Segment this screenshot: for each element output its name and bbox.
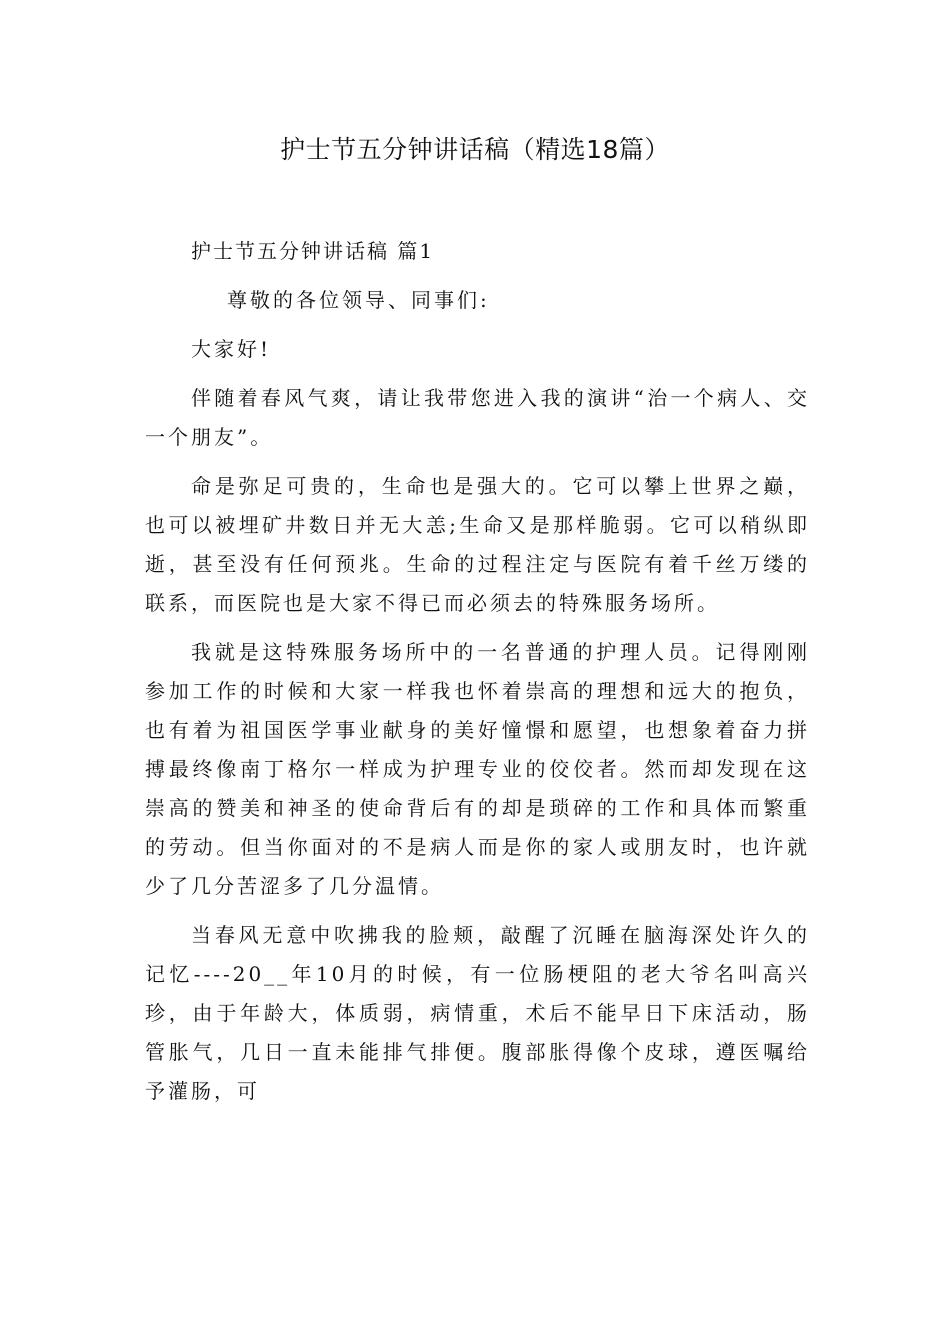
paragraph: 我就是这特殊服务场所中的一名普通的护理人员。记得刚刚参加工作的时候和大家一样我也怀着崇高的理想和远大的抱负，也有着为祖国医学事业献身的美好憧憬和愿望，也想象着奋力拼搏最终像南丁格尔一样成为护理专业的佼佼者。然而却发现在这崇高的赞美和神圣的使命背后有的却是琐碎的工作和具体而繁重的劳动。但当你面对的不是病人而是你的家人或朋友时，也许就少了几分苦涩多了几分温情。	[145, 640, 810, 898]
paragraph: 命是弥足可贵的，生命也是强大的。它可以攀上世界之巅，也可以被埋矿井数日并无大恙;生命又是那样脆弱。它可以稍纵即逝，甚至没有任何预兆。生命的过程注定与医院有着千丝万缕的联系，而医院也是大家不得已而必须去的特殊服务场所。	[145, 474, 810, 615]
document-body	[145, 232, 810, 1121]
section-heading: 护士节五分钟讲话稿 篇1	[191, 239, 435, 263]
paragraph: 伴随着春风气爽，请让我带您进入我的演讲“治一个病人、交一个朋友”。	[145, 386, 810, 449]
paragraph: 当春风无意中吹拂我的脸颊，敲醒了沉睡在脑海深处许久的记忆----20__年10月的时候，有一位肠梗阻的老大爷名叫高兴珍，由于年龄大，体质弱，病情重，术后不能早日下床活动，肠管胀气，几日一直未能排气排便。腹部胀得像个皮球，遵医嘱给予灌肠，可	[145, 923, 810, 1103]
salutation: 尊敬的各位领导、同事们:	[227, 288, 490, 312]
document-title: 护士节五分钟讲话稿（精选18篇）	[280, 135, 670, 164]
greeting: 大家好!	[191, 337, 272, 361]
